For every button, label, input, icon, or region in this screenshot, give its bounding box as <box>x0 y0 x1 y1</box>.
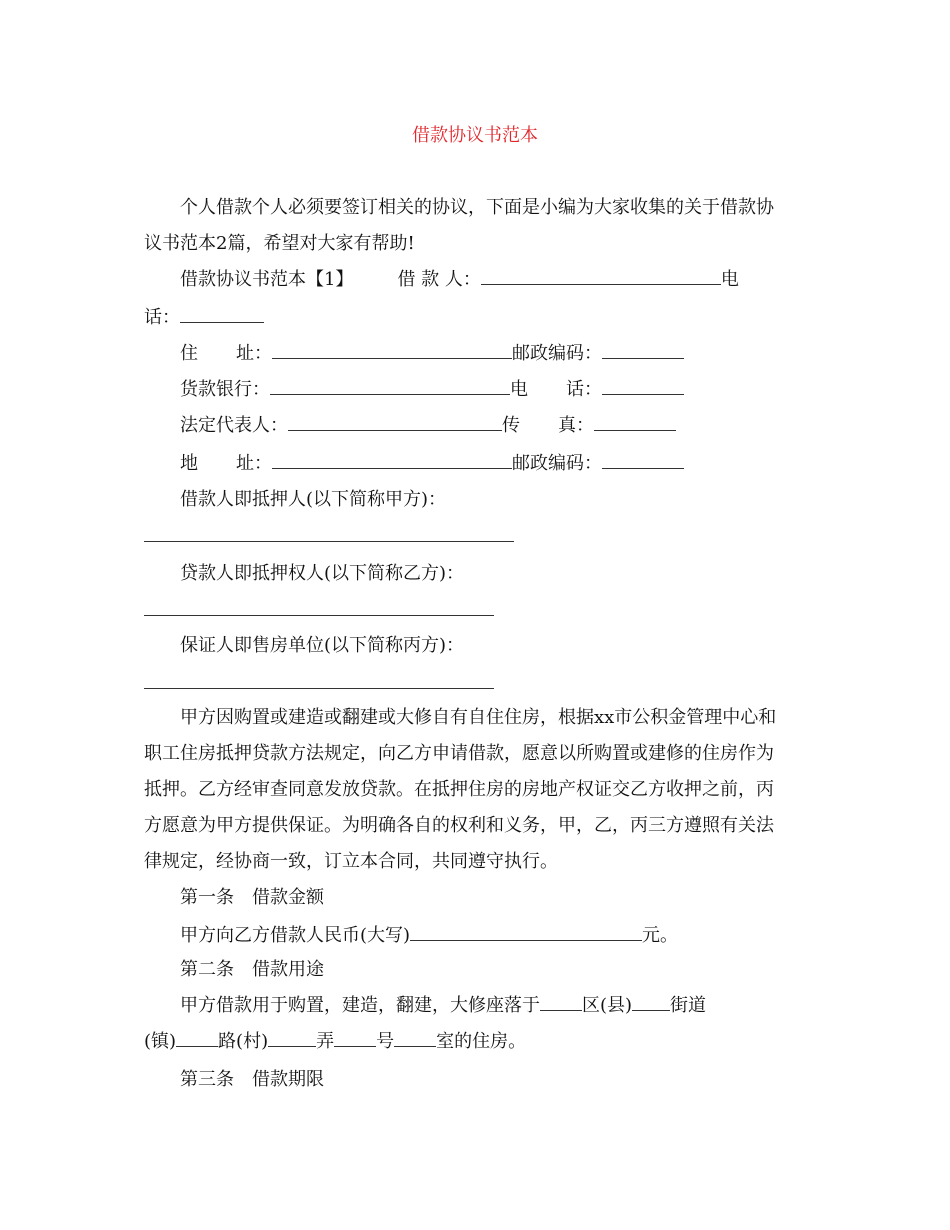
borrower-phone-label-b: 话： <box>144 307 180 328</box>
bank-phone-field[interactable] <box>602 378 684 395</box>
number-field[interactable] <box>394 1030 436 1047</box>
article-2-text-pre: 甲方借款用于购置，建造，翻建，大修座落于 <box>180 995 540 1016</box>
article-2-text <box>180 994 706 1018</box>
fax-field[interactable] <box>594 414 676 431</box>
legal-rep-field[interactable] <box>288 414 502 431</box>
article-1-text-pre: 甲方向乙方借款人民币(大写) <box>180 925 411 946</box>
fax-label-a: 传 <box>502 415 520 436</box>
party-c-field[interactable] <box>144 688 494 689</box>
party-a-label: 借款人即抵押人(以下简称甲方)： <box>180 489 447 510</box>
legal-rep-label: 法定代表人： <box>180 415 288 436</box>
body-line-3: 抵押。乙方经审查同意发放贷款。在抵押住房的房地产权证交乙方收押之前，丙 <box>144 779 774 800</box>
borrower-row <box>180 268 739 292</box>
document-title: 借款协议书范本 <box>412 125 538 146</box>
borrower-name-field[interactable] <box>481 268 721 285</box>
intro-line-2: 议书范本2篇，希望对大家有帮助! <box>144 233 415 254</box>
borrower-phone-field[interactable] <box>180 306 264 323</box>
road-label: 路(村) <box>218 1031 269 1052</box>
lane-label: 弄 <box>316 1031 335 1052</box>
article-2-text-cont <box>144 1030 526 1054</box>
street-field[interactable] <box>632 994 670 1011</box>
postcode-field-2[interactable] <box>602 452 684 469</box>
legal-rep-row <box>180 414 676 438</box>
body-line-1: 甲方因购置或建造或翻建或大修自有自住住房，根据xx市公积金管理中心和 <box>180 707 777 728</box>
body-line-4: 方愿意为甲方提供保证。为明确各自的权利和义务，甲，乙，丙三方遵照有关法 <box>144 815 774 836</box>
article-1-text-post: 元。 <box>642 925 679 946</box>
bank-label: 货款银行： <box>180 379 270 400</box>
district-field[interactable] <box>540 994 582 1011</box>
location-label-a: 地 <box>180 453 198 474</box>
lane-field[interactable] <box>334 1030 376 1047</box>
bank-phone-label-a: 电 <box>510 379 528 400</box>
article-2-title: 第二条 借款用途 <box>180 959 324 980</box>
bank-phone-label-b: 话： <box>566 379 602 400</box>
article-1-text <box>180 924 678 948</box>
borrower-phone-label-a: 电 <box>720 269 739 290</box>
intro-line-1: 个人借款个人必须要签订相关的协议，下面是小编为大家收集的关于借款协 <box>180 197 774 218</box>
article-3-title: 第三条 借款期限 <box>180 1069 324 1090</box>
town-field[interactable] <box>176 1030 218 1047</box>
heading-sample-1: 借款协议书范本【1】 <box>180 269 354 290</box>
address-label-a: 住 <box>180 343 198 364</box>
location-row <box>180 452 684 476</box>
amount-field[interactable] <box>410 924 642 941</box>
room-label: 室的住房。 <box>436 1031 527 1052</box>
party-c-label: 保证人即售房单位(以下简称丙方)： <box>180 635 465 656</box>
borrower-phone-row <box>144 306 264 330</box>
article-1-title: 第一条 借款金额 <box>180 887 324 908</box>
town-label: (镇) <box>144 1031 177 1052</box>
body-line-5: 律规定，经协商一致，订立本合同，共同遵守执行。 <box>144 851 558 872</box>
postcode-field[interactable] <box>602 342 684 359</box>
location-label-b: 址： <box>236 453 272 474</box>
party-a-field[interactable] <box>144 541 514 542</box>
location-field[interactable] <box>272 452 512 469</box>
borrower-label: 借 款 人： <box>397 269 481 290</box>
party-b-field[interactable] <box>144 615 494 616</box>
bank-field[interactable] <box>270 378 510 395</box>
address-label-b: 址： <box>236 343 272 364</box>
address-field[interactable] <box>272 342 512 359</box>
party-b-label: 贷款人即抵押权人(以下简称乙方)： <box>180 563 465 584</box>
district-label: 区(县) <box>582 995 633 1016</box>
fax-label-b: 真： <box>558 415 594 436</box>
address-row <box>180 342 684 366</box>
postcode-label-2: 邮政编码： <box>512 453 602 474</box>
bank-row <box>180 378 684 402</box>
number-label: 号 <box>376 1031 395 1052</box>
road-field[interactable] <box>268 1030 316 1047</box>
body-line-2: 职工住房抵押贷款方法规定，向乙方申请借款，愿意以所购置或建修的住房作为 <box>144 743 774 764</box>
street-label: 街道 <box>670 995 707 1016</box>
postcode-label: 邮政编码： <box>512 343 602 364</box>
